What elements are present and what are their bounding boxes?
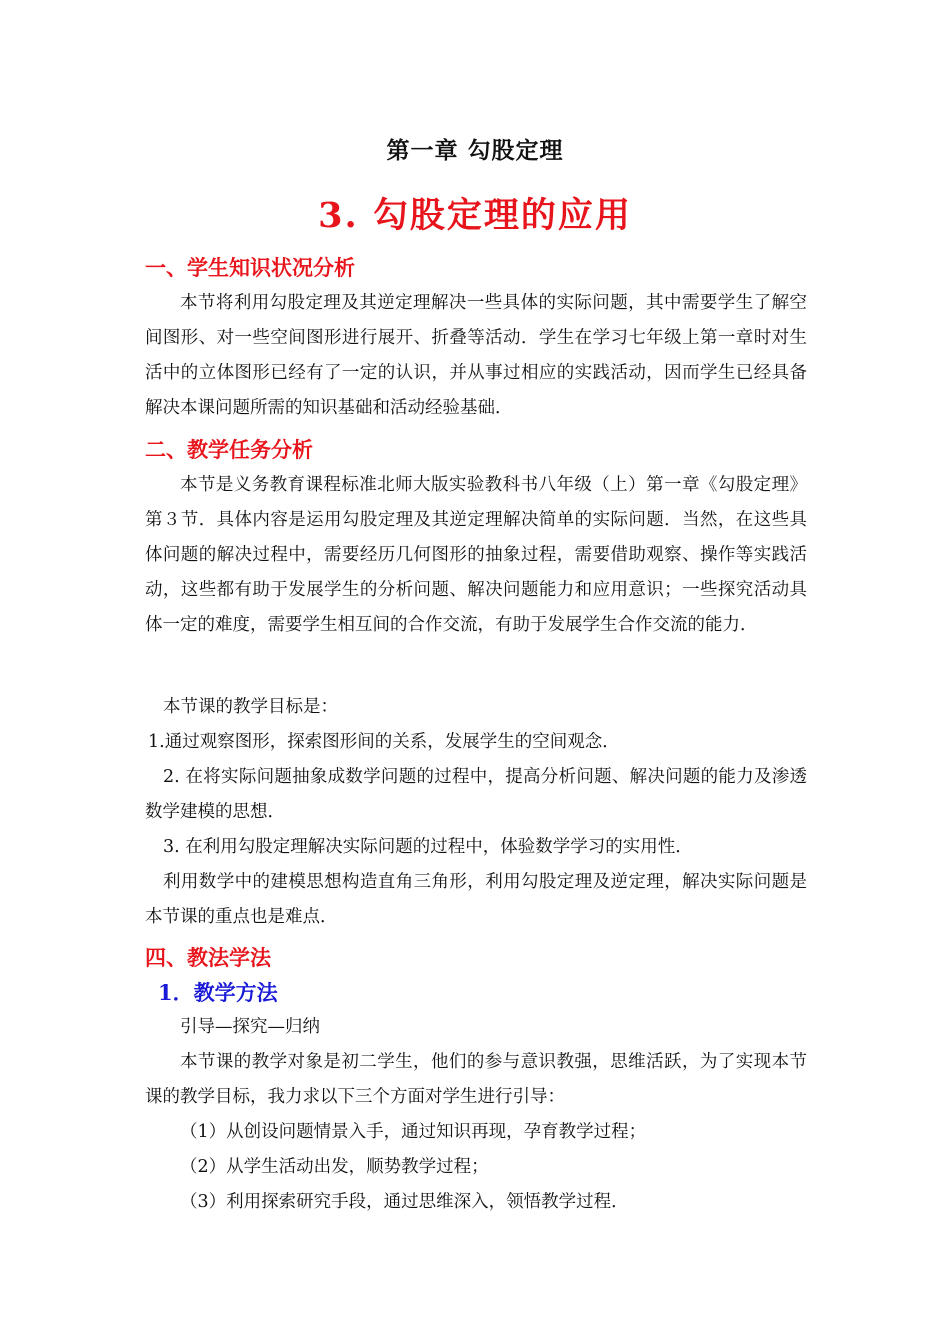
chapter-title: 第一章 勾股定理 <box>386 137 564 164</box>
method-item-2: （2）从学生活动出发，顺势教学过程； <box>180 1157 489 1177</box>
goal-item-3: 3. 在利用勾股定理解决实际问题的过程中，体验数学学习的实用性． <box>163 837 693 857</box>
goal-item-2: 2. 在将实际问题抽象成数学问题的过程中，提高分析问题、解决问题的能力及渗透数学建模的思想． <box>145 767 807 822</box>
section-heading-task: 二、教学任务分析 <box>145 437 313 462</box>
goals-intro: 本节课的教学目标是： <box>163 697 338 717</box>
lesson-title: 3. 勾股定理的应用 <box>318 195 632 236</box>
subsection-heading-teaching-method: 1．教学方法 <box>158 980 278 1005</box>
knowledge-paragraph: 本节将利用勾股定理及其逆定理解决一些具体的实际问题，其中需要学生了解空间图形、对一些空间图形进行展开、折叠等活动．学生在学习七年级上第一章时对生活中的立体图形已经有了一定的认识，并从事过相应的实践活动，因而学生已经具备解决本课问题所需的知识基础和活动经验基础． <box>145 293 807 418</box>
method-paragraph: 本节课的教学对象是初二学生，他们的参与意识教强，思维活跃，为了实现本节课的教学目标，我力求以下三个方面对学生进行引导： <box>145 1052 807 1107</box>
task-paragraph: 本节是义务教育课程标准北师大版实验教科书八年级（上）第一章《勾股定理》第３节．具体内容是运用勾股定理及其逆定理解决简单的实际问题．当然，在这些具体问题的解决过程中，需要经历几何图形的抽象过程，需要借助观察、操作等实践活动，这些都有助于发展学生的分析问题、解决问题能力和应用意识；一些探究活动具体一定的难度，需要学生相互间的合作交流，有助于发展学生合作交流的能力． <box>145 475 807 635</box>
method-item-3: （3）利用探索研究手段，通过思维深入，领悟教学过程． <box>180 1192 629 1212</box>
method-item-1: （1）从创设问题情景入手，通过知识再现，孕育教学过程； <box>180 1122 647 1142</box>
key-point-paragraph: 利用数学中的建模思想构造直角三角形，利用勾股定理及逆定理，解决实际问题是本节课的重点也是难点． <box>145 872 807 927</box>
section-heading-method: 四、教法学法 <box>145 945 271 970</box>
goal-item-1: 1.通过观察图形，探索图形间的关系，发展学生的空间观念． <box>148 732 620 752</box>
section-heading-knowledge: 一、学生知识状况分析 <box>145 255 355 280</box>
method-line: 引导—探究—归纳 <box>180 1017 320 1037</box>
